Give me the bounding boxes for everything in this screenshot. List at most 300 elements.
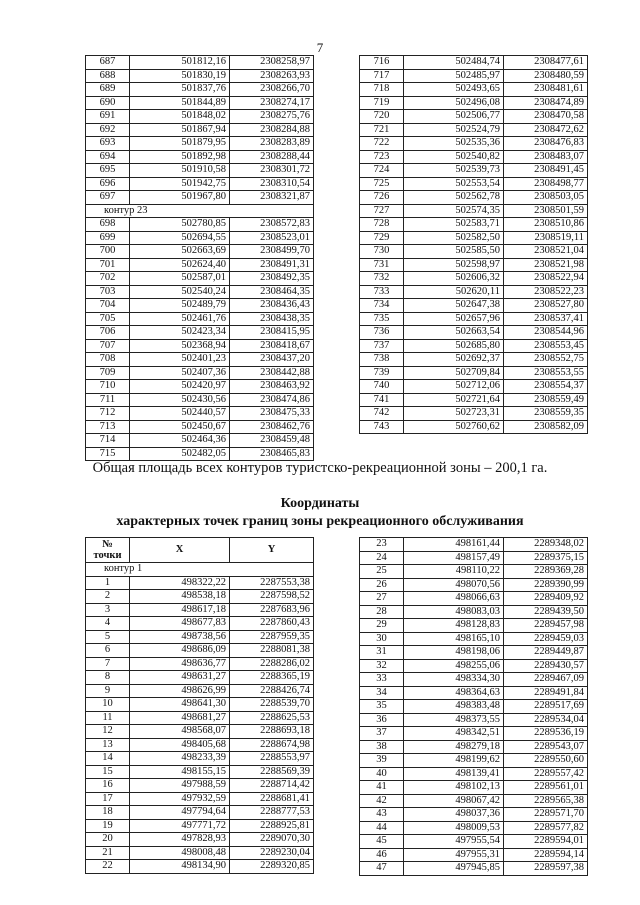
x-coordinate: 501910,58 [130,164,230,178]
point-number: 38 [360,740,404,754]
y-coordinate: 2289457,98 [504,619,588,633]
point-number: 6 [86,644,130,658]
x-coordinate: 498008,48 [130,846,230,860]
y-coordinate: 2308519,11 [504,231,588,245]
x-coordinate: 502663,69 [130,245,230,259]
y-coordinate: 2289430,57 [504,659,588,673]
table-row [86,218,314,232]
x-coordinate: 497828,93 [130,833,230,847]
point-number: 731 [360,258,404,272]
x-coordinate: 498617,18 [130,603,230,617]
point-number: 2 [86,590,130,604]
x-coordinate: 501844,89 [130,96,230,110]
y-coordinate: 2288426,74 [230,684,314,698]
table-row [86,258,314,272]
x-coordinate: 498134,90 [130,860,230,874]
table-row [360,713,588,727]
y-coordinate: 2287683,96 [230,603,314,617]
point-number: 42 [360,794,404,808]
y-coordinate: 2289594,01 [504,835,588,849]
table-row [360,754,588,768]
y-coordinate: 2288553,97 [230,752,314,766]
point-number: 737 [360,339,404,353]
x-coordinate: 497932,59 [130,792,230,806]
y-coordinate: 2308554,37 [504,380,588,394]
x-coordinate: 502489,79 [130,299,230,313]
table-row [86,576,314,590]
table-row [86,644,314,658]
point-number: 715 [86,447,130,461]
y-coordinate: 2308527,80 [504,299,588,313]
point-number: 7 [86,657,130,671]
table-row [86,123,314,137]
table-row [360,177,588,191]
coordinates-table-top-left [85,55,314,461]
y-coordinate: 2289348,02 [504,538,588,552]
point-number: 27 [360,592,404,606]
x-coordinate: 502598,97 [404,258,504,272]
y-coordinate: 2308288,44 [230,150,314,164]
y-coordinate: 2308501,59 [504,204,588,218]
point-number: 711 [86,393,130,407]
x-coordinate: 497955,54 [404,835,504,849]
x-coordinate: 501942,75 [130,177,230,191]
point-number: 33 [360,673,404,687]
x-coordinate: 502657,96 [404,312,504,326]
x-coordinate: 502553,54 [404,177,504,191]
y-coordinate: 2308522,94 [504,272,588,286]
point-number: 697 [86,191,130,205]
table-row [360,110,588,124]
x-coordinate: 497988,59 [130,779,230,793]
point-number: 709 [86,366,130,380]
table-row [86,164,314,178]
x-coordinate: 502574,35 [404,204,504,218]
table-row [86,698,314,712]
x-coordinate: 502620,11 [404,285,504,299]
y-coordinate: 2308510,86 [504,218,588,232]
table-row [86,285,314,299]
point-number: 698 [86,218,130,232]
point-number: 696 [86,177,130,191]
point-number: 4 [86,617,130,631]
y-coordinate: 2308310,54 [230,177,314,191]
y-coordinate: 2289543,07 [504,740,588,754]
y-coordinate: 2289390,99 [504,578,588,592]
contour-empty-cell [230,204,314,218]
y-coordinate: 2289409,92 [504,592,588,606]
point-number: 8 [86,671,130,685]
x-coordinate: 498066,63 [404,592,504,606]
point-number: 704 [86,299,130,313]
point-number: 21 [86,846,130,860]
point-number: 687 [86,56,130,70]
table-row [360,632,588,646]
point-number: 37 [360,727,404,741]
y-coordinate: 2289369,28 [504,565,588,579]
x-coordinate: 502723,31 [404,407,504,421]
table-row [360,339,588,353]
table-row [360,353,588,367]
y-coordinate: 2308480,59 [504,69,588,83]
y-coordinate: 2288539,70 [230,698,314,712]
x-coordinate: 502368,94 [130,339,230,353]
point-number: 714 [86,434,130,448]
point-number: 691 [86,110,130,124]
table-row [86,590,314,604]
point-number: 41 [360,781,404,795]
table-row [360,96,588,110]
x-coordinate: 498157,49 [404,551,504,565]
table-row [86,96,314,110]
table-row [360,646,588,660]
y-coordinate: 2289459,03 [504,632,588,646]
y-coordinate: 2308266,70 [230,83,314,97]
x-coordinate: 502506,77 [404,110,504,124]
y-coordinate: 2308537,41 [504,312,588,326]
x-coordinate: 498383,48 [404,700,504,714]
table-row [86,69,314,83]
table-row [360,551,588,565]
table-row [86,434,314,448]
y-coordinate: 2308521,04 [504,245,588,259]
point-number: 35 [360,700,404,714]
point-number: 705 [86,312,130,326]
table-row [86,245,314,259]
x-coordinate: 502685,80 [404,339,504,353]
point-number: 729 [360,231,404,245]
y-coordinate: 2308464,35 [230,285,314,299]
table-row [360,204,588,218]
point-number: 699 [86,231,130,245]
x-coordinate: 497794,64 [130,806,230,820]
table-row [86,738,314,752]
y-coordinate: 2308553,45 [504,339,588,353]
table-row [86,231,314,245]
table-row [86,792,314,806]
x-coordinate: 498198,06 [404,646,504,660]
table-row [360,393,588,407]
x-coordinate: 502721,64 [404,393,504,407]
page-number: 7 [316,40,324,55]
table-row [86,657,314,671]
x-coordinate: 498364,63 [404,686,504,700]
y-coordinate: 2289550,60 [504,754,588,768]
x-coordinate: 498677,83 [130,617,230,631]
point-number: 40 [360,767,404,781]
contour-empty-cell [230,563,314,577]
y-coordinate: 2308436,43 [230,299,314,313]
point-number: 734 [360,299,404,313]
point-number: 713 [86,420,130,434]
y-coordinate: 2308481,61 [504,83,588,97]
point-number: 703 [86,285,130,299]
point-number: 14 [86,752,130,766]
x-coordinate: 502496,08 [404,96,504,110]
x-coordinate: 498373,55 [404,713,504,727]
y-coordinate: 2308437,20 [230,353,314,367]
table-row [360,794,588,808]
x-coordinate: 498686,09 [130,644,230,658]
table-row [360,686,588,700]
y-coordinate: 2289375,15 [504,551,588,565]
coordinates-table-bottom-right [359,537,588,876]
table-row [86,380,314,394]
point-number: 700 [86,245,130,259]
y-coordinate: 2308553,55 [504,366,588,380]
point-number: 26 [360,578,404,592]
y-coordinate: 2308459,48 [230,434,314,448]
table-row [360,538,588,552]
point-number: 702 [86,272,130,286]
x-coordinate: 502407,36 [130,366,230,380]
point-number: 12 [86,725,130,739]
x-coordinate: 501967,80 [130,191,230,205]
point-number: 22 [86,860,130,874]
y-coordinate: 2308503,05 [504,191,588,205]
point-number: 5 [86,630,130,644]
table-row [360,605,588,619]
table-row [86,833,314,847]
y-coordinate: 2288081,38 [230,644,314,658]
table-row [86,671,314,685]
table-row [86,860,314,874]
point-number: 720 [360,110,404,124]
y-coordinate: 2308442,88 [230,366,314,380]
y-coordinate: 2308491,31 [230,258,314,272]
y-coordinate: 2308418,67 [230,339,314,353]
x-coordinate: 502540,82 [404,150,504,164]
point-number: 710 [86,380,130,394]
y-coordinate: 2288625,53 [230,711,314,725]
point-number: 9 [86,684,130,698]
x-coordinate: 498110,22 [404,565,504,579]
point-number: 707 [86,339,130,353]
x-coordinate: 502482,05 [130,447,230,461]
y-coordinate: 2308258,97 [230,56,314,70]
y-coordinate: 2308263,93 [230,69,314,83]
x-coordinate: 498738,56 [130,630,230,644]
x-coordinate: 501879,95 [130,137,230,151]
section-subtitle: характерных точек границ зоны рекреационного обслуживания [116,514,524,529]
y-coordinate: 2308274,17 [230,96,314,110]
point-number: 32 [360,659,404,673]
y-coordinate: 2288681,41 [230,792,314,806]
table-row [360,56,588,70]
point-number: 732 [360,272,404,286]
point-number: 733 [360,285,404,299]
x-coordinate: 502539,73 [404,164,504,178]
x-coordinate: 498009,53 [404,821,504,835]
table-row [360,83,588,97]
table-row [86,137,314,151]
point-number: 743 [360,420,404,434]
y-coordinate: 2308470,58 [504,110,588,124]
table-row [360,740,588,754]
table-row [86,752,314,766]
x-coordinate: 498631,27 [130,671,230,685]
y-coordinate: 2308552,75 [504,353,588,367]
x-coordinate: 498199,62 [404,754,504,768]
y-coordinate: 2308582,09 [504,420,588,434]
table-row [86,353,314,367]
x-coordinate: 502461,76 [130,312,230,326]
point-number: 725 [360,177,404,191]
table-row [86,299,314,313]
point-number: 46 [360,848,404,862]
x-coordinate: 502583,71 [404,218,504,232]
point-number: 11 [86,711,130,725]
point-number: 716 [360,56,404,70]
y-coordinate: 2308475,33 [230,407,314,421]
y-coordinate: 2289565,38 [504,794,588,808]
table-row [360,767,588,781]
point-number: 30 [360,632,404,646]
y-coordinate: 2287959,35 [230,630,314,644]
x-coordinate: 498139,41 [404,767,504,781]
y-coordinate: 2289439,50 [504,605,588,619]
point-number: 34 [360,686,404,700]
table-row [360,862,588,876]
x-coordinate: 498626,99 [130,684,230,698]
point-number: 736 [360,326,404,340]
y-coordinate: 2308465,83 [230,447,314,461]
y-coordinate: 2308523,01 [230,231,314,245]
table-row [360,299,588,313]
y-coordinate: 2289320,85 [230,860,314,874]
y-coordinate: 2308559,35 [504,407,588,421]
point-number: 16 [86,779,130,793]
x-coordinate: 497955,31 [404,848,504,862]
y-coordinate: 2288286,02 [230,657,314,671]
x-coordinate: 502450,67 [130,420,230,434]
point-number: 47 [360,862,404,876]
table-row [86,725,314,739]
point-number: 688 [86,69,130,83]
coordinates-table-bottom-left [85,537,314,874]
y-coordinate: 2289230,04 [230,846,314,860]
table-row [360,848,588,862]
x-coordinate: 502535,36 [404,137,504,151]
x-coordinate: 502540,24 [130,285,230,299]
x-coordinate: 502709,84 [404,366,504,380]
x-coordinate: 498681,27 [130,711,230,725]
table-row [86,765,314,779]
table-row [86,779,314,793]
y-coordinate: 2287860,43 [230,617,314,631]
x-coordinate: 502562,78 [404,191,504,205]
point-number: 706 [86,326,130,340]
point-number: 18 [86,806,130,820]
point-number: 718 [360,83,404,97]
table-row [86,366,314,380]
point-number: 3 [86,603,130,617]
y-coordinate: 2288925,81 [230,819,314,833]
x-coordinate: 501867,94 [130,123,230,137]
point-number: 708 [86,353,130,367]
y-coordinate: 2308492,35 [230,272,314,286]
table-row [86,339,314,353]
table-row [360,781,588,795]
point-number: 712 [86,407,130,421]
table-row [86,407,314,421]
contour-row [86,204,314,218]
y-coordinate: 2288365,19 [230,671,314,685]
table-row [360,231,588,245]
table-row [360,700,588,714]
table-row [360,727,588,741]
x-coordinate: 502464,36 [130,434,230,448]
y-coordinate: 2308472,62 [504,123,588,137]
table-row [360,808,588,822]
table-row [360,619,588,633]
table-row [86,684,314,698]
y-coordinate: 2308572,83 [230,218,314,232]
x-coordinate: 498334,30 [404,673,504,687]
y-coordinate: 2308415,95 [230,326,314,340]
table-row [86,272,314,286]
table-row [86,191,314,205]
point-number: 742 [360,407,404,421]
table-row [360,191,588,205]
y-coordinate: 2308463,92 [230,380,314,394]
point-number: 723 [360,150,404,164]
y-coordinate: 2289571,70 [504,808,588,822]
table-row [360,272,588,286]
contour-label: контур 1 [86,563,230,577]
y-coordinate: 2289491,84 [504,686,588,700]
x-coordinate: 498037,36 [404,808,504,822]
header-y: Y [230,538,314,563]
x-coordinate: 502401,23 [130,353,230,367]
y-coordinate: 2308491,45 [504,164,588,178]
point-number: 719 [360,96,404,110]
point-number: 1 [86,576,130,590]
y-coordinate: 2288714,42 [230,779,314,793]
y-coordinate: 2288569,39 [230,765,314,779]
point-number: 23 [360,538,404,552]
x-coordinate: 497945,85 [404,862,504,876]
point-number: 694 [86,150,130,164]
table-row [360,407,588,421]
x-coordinate: 498405,68 [130,738,230,752]
y-coordinate: 2308462,76 [230,420,314,434]
table-row [360,420,588,434]
point-number: 39 [360,754,404,768]
x-coordinate: 498636,77 [130,657,230,671]
x-coordinate: 501837,76 [130,83,230,97]
y-coordinate: 2289577,82 [504,821,588,835]
table-row [360,821,588,835]
x-coordinate: 502493,65 [404,83,504,97]
y-coordinate: 2288777,53 [230,806,314,820]
header-point-number: № точки [86,538,130,563]
x-coordinate: 498279,18 [404,740,504,754]
y-coordinate: 2308284,88 [230,123,314,137]
x-coordinate: 498342,51 [404,727,504,741]
point-number: 20 [86,833,130,847]
x-coordinate: 502430,56 [130,393,230,407]
table-row [86,846,314,860]
x-coordinate: 498102,13 [404,781,504,795]
x-coordinate: 498083,03 [404,605,504,619]
table-row [86,711,314,725]
point-number: 739 [360,366,404,380]
point-number: 15 [86,765,130,779]
y-coordinate: 2308474,89 [504,96,588,110]
coordinates-table-top-right [359,55,588,434]
y-coordinate: 2289449,87 [504,646,588,660]
